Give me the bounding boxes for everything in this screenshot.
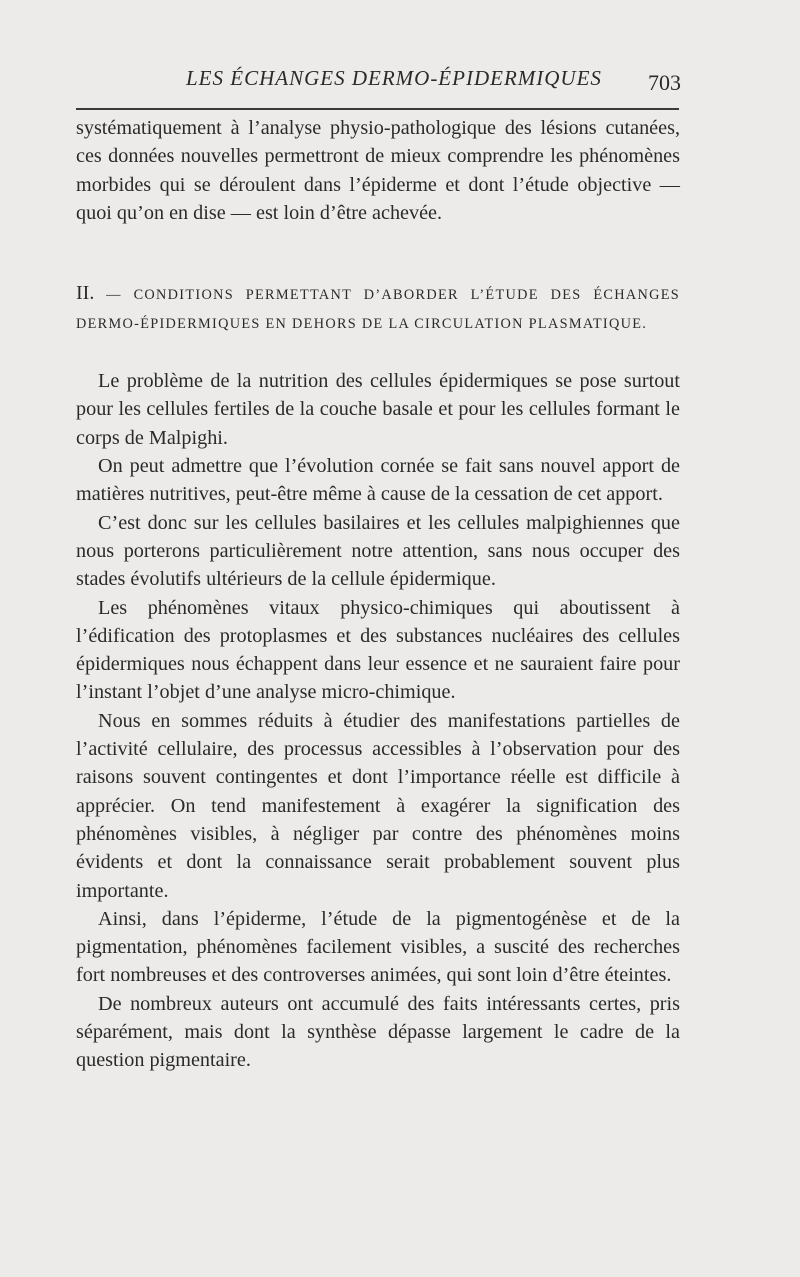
body-text [76,114,680,1075]
paragraph-basilaires: C’est donc sur les cellules basilaires et les cellules malpighiennes que nous porterons particulièrement notre attention, sans nous occuper des stades évolutifs ultérieurs de la cellule épidermique. [76,511,680,591]
paragraph-nutrition: Le problème de la nutrition des cellules épidermiques se pose surtout pour les cellules fertiles de la couche basale et pour les cellules formant le corps de Malpighi. [76,370,680,449]
paragraph-phenomenes: Les phénomènes vitaux physico-chimiques qui aboutissent à l’édification des protoplasmes et des substances nucléaires des cellules épidermiques nous échappent dans leur essence et ne sauraient faire pour l’instant l’objet d’une analyse micro-chimique. [76,596,680,704]
paragraph-continuation: systématiquement à l’analyse physio-pathologique des lésions cutanées, ces données nouvelles permettront de mieux comprendre les phénomènes morbides qui se déroulent dans l’épiderme et dont l’étude objective — quoi qu’on en dise — est loin d’être achevée. [76,117,680,224]
paragraph-cornee: On peut admettre que l’évolution cornée se fait sans nouvel apport de matières nutritives, peut-être même à cause de la cessation de cet apport. [76,455,680,506]
section-heading [76,279,680,339]
page-number: 703 [648,70,681,95]
section-title: — CONDITIONS PERMETTANT D’ABORDER L’ÉTUDE DES ÉCHANGES DERMO-ÉPIDERMIQUES EN DEHORS DE LA CIRCULATION PLASMATIQUE. [76,287,680,333]
paragraph-pigmentation: Ainsi, dans l’épiderme, l’étude de la pigmentogénèse et de la pigmentation, phénomènes facilement visibles, a suscité des recherches fort nombreuses et des controverses animées, qui sont loin d’être éteintes. [76,907,680,987]
paragraph-manifestations: Nous en sommes réduits à étudier des manifestations partielles de l’activité cellulaire, des processus accessibles à l’observation pour des raisons souvent contingentes et dont l’importance réelle est difficile à apprécier. On tend manifestement à exagérer la signification des phénomènes visibles, à négliger par contre des phénomènes moins évidents et dont la connaissance serait probablement souvent plus importante. [76,709,680,902]
section-number: II. [76,282,95,305]
running-title: LES ÉCHANGES DERMO-ÉPIDERMIQUES [186,66,602,90]
running-head [0,66,800,96]
header-rule [76,108,679,110]
paragraph-auteurs: De nombreux auteurs ont accumulé des faits intéressants certes, pris séparément, mais dont la synthèse dépasse largement le cadre de la question pigmentaire. [76,992,680,1072]
